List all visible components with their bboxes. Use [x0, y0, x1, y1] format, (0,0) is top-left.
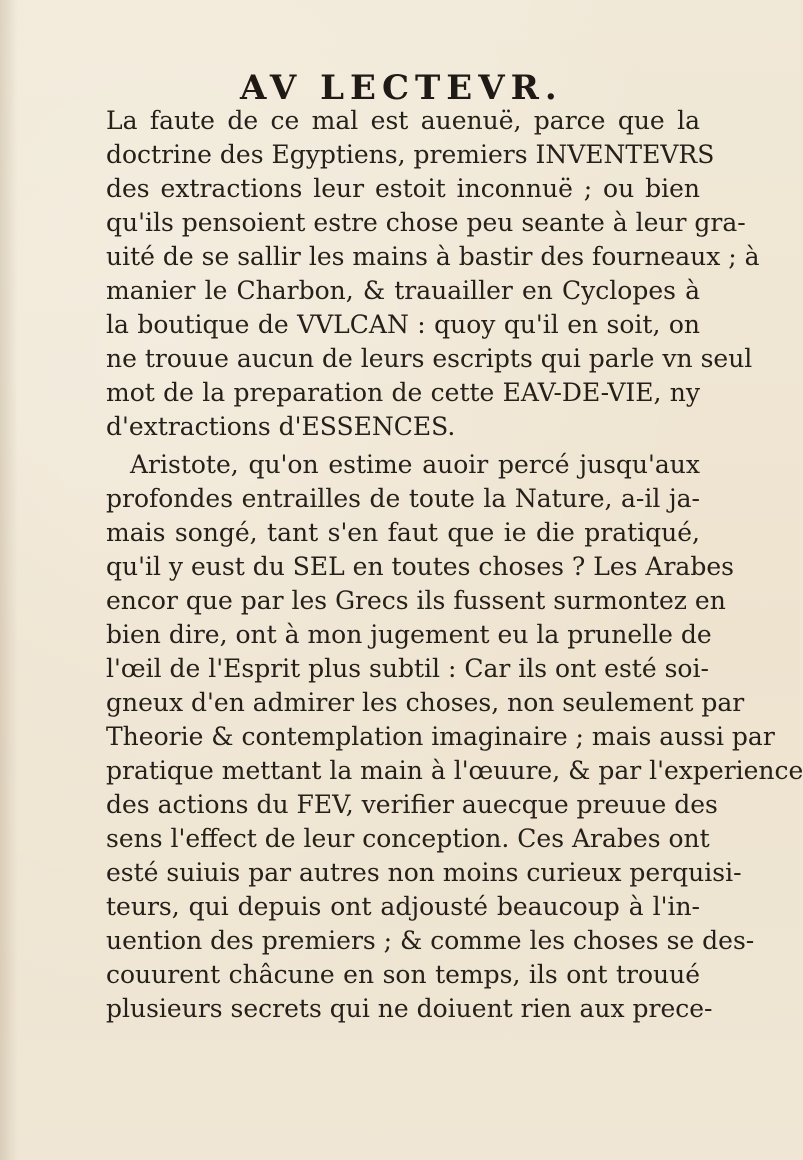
text-line-10: d'extractions d'ESSENCES.: [106, 412, 456, 441]
text-line-16: bien dire, ont à mon jugement eu la prunelle de: [106, 620, 712, 649]
text-line-9: mot de la preparation de cette EAV-DE-VIE, ny: [106, 378, 700, 407]
text-line-14: qu'il y eust du SEL en toutes choses ? Les Arabes: [106, 552, 734, 581]
text-line-3: des extractions leur estoit inconnuë ; ou bien: [106, 174, 700, 203]
running-head: AV LECTEVR.: [240, 68, 563, 108]
text-line-7: la boutique de VVLCAN : quoy qu'il en soit, on: [106, 310, 700, 339]
text-line-15: encor que par les Grecs ils fussent surmontez en: [106, 586, 726, 615]
text-line-6: manier le Charbon, & trauailler en Cyclopes à: [106, 276, 700, 305]
text-line-1: La faute de ce mal est auenuë, parce que la: [106, 106, 700, 135]
text-line-13: mais songé, tant s'en faut que ie die pratiqué,: [106, 518, 700, 547]
text-line-4: qu'ils pensoient estre chose peu seante à leur gra-: [106, 208, 746, 237]
text-line-23: esté suiuis par autres non moins curieux perquisi-: [106, 858, 742, 887]
text-line-18: gneux d'en admirer les choses, non seulement par: [106, 688, 745, 717]
text-line-25: uention des premiers ; & comme les choses se des-: [106, 926, 755, 955]
text-line-26: couurent châcune en son temps, ils ont trouué: [106, 960, 700, 989]
text-line-17: l'œil de l'Esprit plus subtil : Car ils ont esté soi-: [106, 654, 709, 683]
text-line-11: Aristote, qu'on estime auoir percé jusqu'aux: [130, 450, 700, 479]
text-line-5: uité de se sallir les mains à bastir des fourneaux ; à: [106, 242, 760, 271]
text-line-20: pratique mettant la main à l'œuure, & par l'experience: [106, 756, 803, 785]
text-line-2: doctrine des Egyptiens, premiers INVENTEVRS: [106, 140, 715, 169]
text-line-27: plusieurs secrets qui ne doiuent rien aux prece-: [106, 994, 713, 1023]
page-edge-shadow: [0, 0, 18, 1160]
text-line-24: teurs, qui depuis ont adjousté beaucoup à l'in-: [106, 892, 700, 921]
text-line-22: sens l'effect de leur conception. Ces Arabes ont: [106, 824, 710, 853]
text-line-19: Theorie & contemplation imaginaire ; mais aussi par: [106, 722, 775, 751]
text-line-8: ne trouue aucun de leurs escripts qui parle vn seul: [106, 344, 753, 373]
text-line-12: profondes entrailles de toute la Nature, a-il ja-: [106, 484, 700, 513]
text-line-21: des actions du FEV, verifier auecque preuue des: [106, 790, 718, 819]
